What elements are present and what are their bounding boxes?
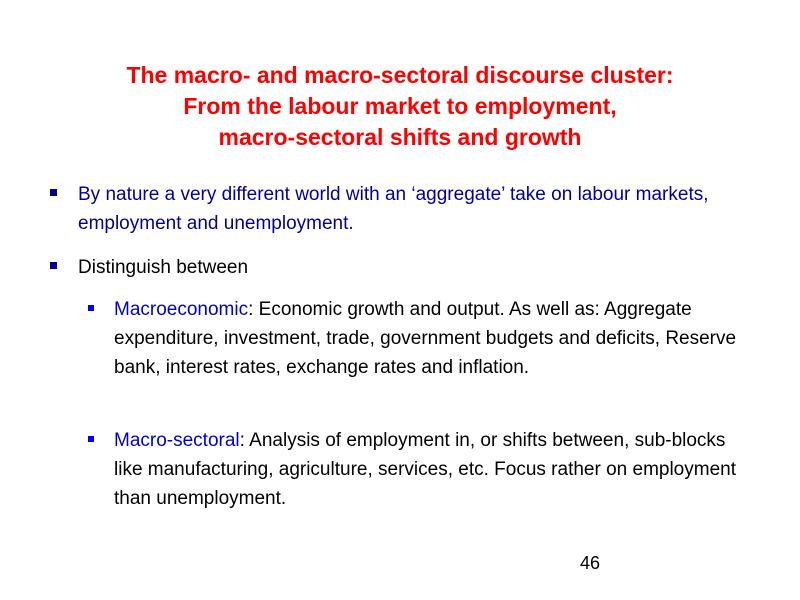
sub-bullet-2-text bbox=[114, 426, 749, 513]
sub-bullet-2-body: : Analysis of employment in, or shifts between, sub-blocks like manufacturing, agriculture, services, etc. Focus rather on employment than unemployment. bbox=[114, 430, 736, 509]
square-sub-bullet-icon bbox=[88, 305, 94, 311]
bullet-1-text: By nature a very different world with an ‘aggregate’ take on labour markets, employment and unemployment. bbox=[78, 184, 709, 234]
sub-bullet-1-text bbox=[114, 295, 749, 382]
term-macro-sectoral: Macro-sectoral bbox=[114, 430, 240, 451]
term-macroeconomic: Macroeconomic bbox=[114, 299, 249, 320]
title-line-1: The macro- and macro-sectoral discourse cluster: bbox=[126, 62, 674, 88]
square-sub-bullet-icon bbox=[88, 436, 94, 442]
square-bullet-icon bbox=[50, 262, 57, 269]
title-line-3: macro-sectoral shifts and growth bbox=[218, 124, 582, 150]
bullet-2-text: Distinguish between bbox=[78, 257, 249, 278]
page-number: 46 bbox=[580, 553, 601, 573]
title-line-2: From the labour market to employment, bbox=[183, 93, 617, 119]
slide-title bbox=[40, 60, 760, 153]
square-bullet-icon bbox=[50, 189, 57, 196]
sub-bullet-1-body: : Economic growth and output. As well as: Aggregate expenditure, investment, trade, government budgets and deficits, Reserve bank, interest rates, exchange rates and inflation. bbox=[114, 299, 737, 378]
